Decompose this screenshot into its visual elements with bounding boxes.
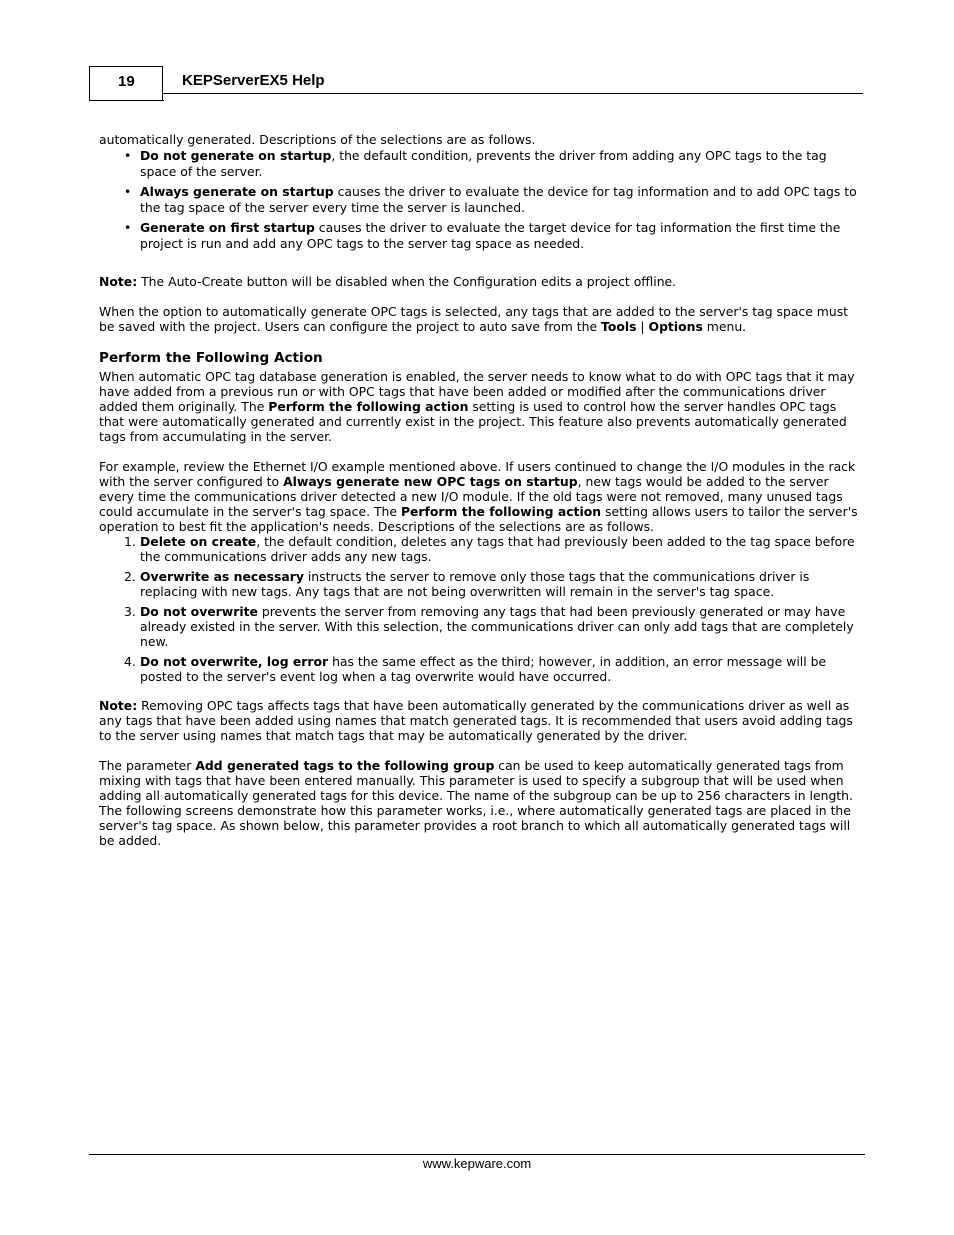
footer-divider (89, 1154, 865, 1155)
list-number: 4. (124, 654, 136, 669)
option-name: Do not overwrite, log error (140, 654, 329, 669)
paragraph-text: setting allows users to tailor the server's operation to best fit the application's needs. Descriptions of the selections are as follows. (99, 504, 858, 534)
option-name: Generate on first startup (140, 220, 315, 235)
paragraph-text: setting is used to control how the server handles OPC tags that were automatically generated and currently exist in the project. This feature also prevents automatically generated tags from accumulating in the server. (99, 399, 847, 444)
list-item (99, 604, 864, 649)
list-item (99, 534, 864, 564)
bullet-icon: • (124, 184, 132, 199)
option-name: Always generate on startup (140, 184, 334, 199)
option-name: Do not overwrite (140, 604, 258, 619)
header-divider (163, 93, 863, 94)
paragraph-text: can be used to keep automatically generated tags from mixing with tags that have been entered manually. This parameter is used to specify a subgroup that will be used when adding all automatically generated tags for this device. The name of the subgroup can be up to 256 characters in length. The following screens demonstrate how this parameter works, i.e., where automatically generated tags are placed in the server's tag space. As shown below, this parameter provides a root branch to which all automatically generated tags will be added. (99, 758, 853, 848)
note-label: Note: (99, 698, 138, 713)
example-paragraph (99, 459, 864, 534)
note-removing-tags (99, 698, 864, 743)
paragraph-text: When automatic OPC tag database generation is enabled, the server needs to know what to do with OPC tags that it may have added from a previous run or with OPC tags that have been added or modified after the communications driver added them originally. The (99, 369, 855, 414)
bullet-icon: • (124, 148, 132, 163)
setting-name: Always generate new OPC tags on startup (283, 474, 578, 489)
setting-name: Perform the following action (400, 504, 602, 519)
header-box-bottom (89, 100, 164, 101)
option-name: Overwrite as necessary (140, 569, 304, 584)
list-item (99, 569, 864, 599)
parameter-name: Add generated tags to the following group (195, 758, 495, 773)
group-paragraph (99, 758, 864, 848)
section-heading: Perform the Following Action (99, 350, 323, 366)
options-menu-ref: Options (648, 319, 703, 334)
option-name: Delete on create (140, 534, 257, 549)
paragraph-text: When the option to automatically generate OPC tags is selected, any tags that are added to the server's tag space must be saved with the project. Users can configure the project to auto save from the (99, 304, 849, 334)
option-description: causes the driver to evaluate the target device for tag information the first time the project is run and add any OPC tags to the server tag space as needed. (140, 220, 841, 251)
list-item (99, 220, 864, 252)
option-description: , the default condition, prevents the driver from adding any OPC tags to the tag space of the server. (140, 148, 827, 179)
option-description: causes the driver to evaluate the device for tag information and to add OPC tags to the tag space of the server every time the server is launched. (140, 184, 857, 215)
action-options-list (99, 534, 864, 684)
list-item (99, 654, 864, 684)
page-number: 19 (89, 66, 163, 100)
list-item (99, 148, 864, 180)
action-paragraph (99, 369, 864, 444)
paragraph-text: The parameter (99, 758, 196, 773)
list-number: 2. (124, 569, 136, 584)
page-content (99, 132, 864, 848)
option-description: , the default condition, deletes any tags that had previously been added to the tag space before the communications driver adds any new tags. (140, 534, 855, 564)
footer-url: www.kepware.com (422, 1156, 532, 1171)
note-label: Note: (99, 274, 138, 289)
list-number: 3. (124, 604, 136, 619)
bullet-icon: • (124, 220, 132, 235)
paragraph-text: menu. (702, 319, 747, 334)
option-description: prevents the server from removing any tags that had been previously generated or may have already existed in the server. With this selection, the communications driver can only add tags that are completely new. (140, 604, 854, 649)
list-item (99, 184, 864, 216)
option-description: instructs the server to remove only those tags that the communications driver is replacing with new tags. Any tags that are not being overwritten will remain in the server's tag space. (140, 569, 810, 599)
menu-separator: | (636, 319, 649, 334)
startup-options-list (99, 148, 864, 252)
document-title: KEPServerEX5 Help (182, 72, 325, 89)
paragraph-text: For example, review the Ethernet I/O example mentioned above. If users continued to change the I/O modules in the rack with the server configured to (99, 459, 856, 489)
setting-name: Perform the following action (268, 399, 469, 414)
note-text: Removing OPC tags affects tags that have been automatically generated by the communications driver as well as any tags that have been added using names that match generated tags. It is recommended that users avoid adding tags to the server using names that match tags that may be automatically generated by the driver. (99, 698, 853, 743)
note-auto-create (99, 274, 864, 289)
tools-menu-ref: Tools (601, 319, 637, 334)
list-number: 1. (124, 534, 136, 549)
note-text: The Auto-Create button will be disabled when the Configuration edits a project offline. (137, 274, 677, 289)
intro-line: automatically generated. Descriptions of the selections are as follows. (99, 132, 536, 147)
paragraph-text: , new tags would be added to the server every time the communications driver detected a new I/O module. If the old tags were not removed, many unused tags could accumulate in the server's tag space. The (99, 474, 843, 519)
option-description: has the same effect as the third; however, in addition, an error message will be posted to the server's event log when a tag overwrite would have occurred. (140, 654, 827, 684)
save-paragraph (99, 304, 864, 334)
option-name: Do not generate on startup (140, 148, 332, 163)
